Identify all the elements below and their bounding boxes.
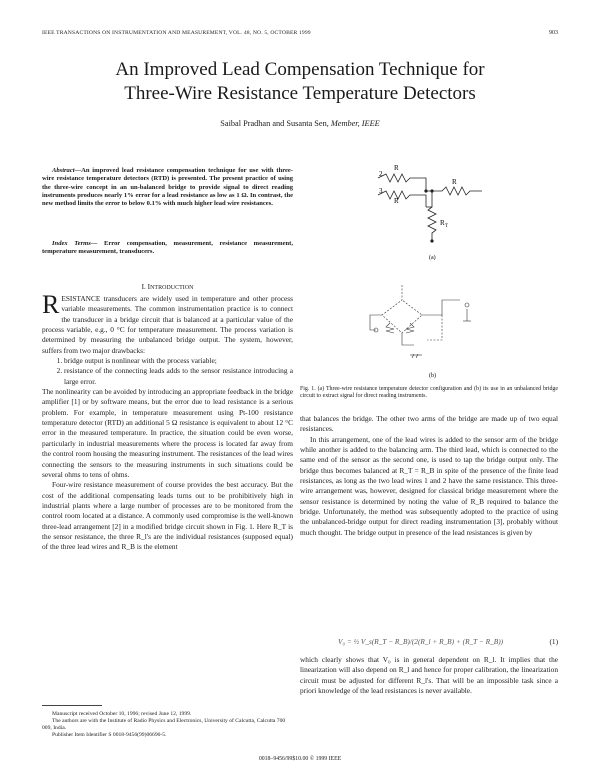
right-paragraph-3: which clearly shows that V₀ is in general dependent on R_l. It implies that the linearization will also depend on R_l and hence for proper calibration, the linearization circuit must be adjusted for different R_l's. That will be an impossible task since a priori knowledge of the lead resistances is never available.	[300, 655, 558, 696]
drop-cap: R	[42, 290, 60, 319]
footnote-line-3: Publisher Item Identifier S 0018-9456(99)06690-5.	[52, 731, 167, 738]
author-membership: Member, IEEE	[330, 119, 380, 128]
footnote-rule	[42, 705, 102, 706]
author-names: Saibal Pradhan and Susanta Sen,	[220, 119, 329, 128]
title-line-2: Three-Wire Resistance Temperature Detectors	[124, 83, 476, 104]
lead-2-label: 2	[379, 170, 383, 178]
running-head: IEEE TRANSACTIONS ON INSTRUMENTATION AND MEASUREMENT, VOL. 48, NO. 5, OCTOBER 1999	[42, 30, 311, 36]
intro-p1-text: ESISTANCE transducers are widely used in temperature and other process variable measurements. The common instrumentation practice is to connect the transducer in a bridge circuit that is balanced at a particular value of the process variable, e.g., 0 °C for temperature measurement. The process variation is determined by measuring the unbalanced bridge output. The system, however, suffers from two major drawbacks:	[42, 294, 293, 355]
figure-label-a: (a)	[429, 255, 436, 261]
intro-paragraph-3: Four-wire resistance measurement of course provides the best accuracy. But the cost of the additional compensating leads turns out to be prohibitively high in industrial plants where a large number of processes are to be monitored from the control room located at a distance. A commonly used compromise is the well-known three-lead arrangement [2] in a modified bridge circuit shown in Fig. 1. Here R_T is the sensor resistance, the three R_l's are the individual resistances (supposed equal) of the three lead wires and R_B is the element	[42, 480, 293, 552]
equation-1	[300, 637, 558, 651]
abstract	[42, 167, 293, 208]
copyright-footer: 0018–9456/99$10.00 © 1999 IEEE	[258, 756, 342, 762]
figure-label-b: (b)	[429, 373, 436, 379]
left-column	[42, 290, 293, 553]
paper-title	[0, 58, 600, 106]
r1-label-top: R	[394, 164, 399, 172]
section-heading	[42, 282, 293, 291]
r1-label-right: R	[452, 178, 457, 186]
index-terms	[42, 240, 293, 257]
index-terms-text: Error compensation, measurement, resistance measurement, temperature measurement, transducers.	[42, 240, 293, 256]
footnote	[42, 711, 293, 739]
lead-3-resistor	[378, 191, 426, 207]
figure-1	[342, 155, 522, 385]
rt-label: R	[440, 219, 445, 227]
lead-3-label: 3	[379, 187, 383, 195]
section-title-initial: I	[147, 282, 151, 291]
abstract-text: An improved lead resistance compensation technique for use with three-wire resistance temperature detectors (RTD) is presented. The present practice of using the three-wire concept in an un-balanced bridge to provide signal to direct reading instruments produces nearly 1% error for a lead resistance as low as 1 Ω. In contrast, the new method limits the error to below 0.1% with much higher lead wire resistances.	[42, 167, 293, 208]
lead-1-resistor	[426, 187, 482, 195]
figure-caption: Fig. 1. (a) Three-wire resistance temperature detector configuration and (b) its use in an unbalanced bridge circuit to extract signal for direct reading instruments.	[300, 386, 558, 400]
index-terms-label: Index Terms—	[52, 240, 98, 247]
right-column-top	[300, 414, 558, 538]
bridge-circuit	[370, 285, 471, 358]
drawback-item-1: 1. bridge output is nonlinear with the process variable;	[64, 356, 293, 366]
right-paragraph-1: that balances the bridge. The other two arms of the bridge are made up of two equal resistances.	[300, 414, 558, 434]
section-number: I.	[141, 282, 146, 291]
right-column-bottom	[300, 655, 558, 696]
title-line-1: An Improved Lead Compensation Technique for	[115, 59, 485, 80]
abstract-label: Abstract—	[52, 167, 82, 174]
figure-1-schematic	[342, 155, 522, 385]
right-paragraph-2: In this arrangement, one of the lead wires is added to the sensor arm of the bridge while another is added to the balancing arm. The third lead, which is connected to the same end of the sensor as the second one, is used to tap the bridge output only. The bridge thus becomes balanced at R_T = R_B in spite of the presence of the finite lead resistances, as long as the two lead wires 1 and 2 have the same resistance. This three-wire arrangement was, however, designed for classical bridge measurement where the sensor resistance is determined by noting the value of R_B required to balance the bridge. Unfortunately, the method was subsequently adopted to the practice of using the unbalanced-bridge output for direct reading instrumentation [3], probably without much thought. The bridge output in presence of the lead resistances is given by	[300, 434, 558, 537]
sensor-resistor	[428, 191, 436, 241]
section-title-rest: NTRODUCTION	[150, 285, 194, 291]
authors	[0, 119, 600, 128]
rt-subscript: T	[445, 224, 449, 229]
page-number: 903	[549, 30, 558, 36]
equation-number: (1)	[549, 637, 558, 646]
equation-body: V₀ = ½ V_s(R_T − R_B)/(2(R_l + R_B) + (R_T − R_B))	[338, 637, 504, 646]
r1-label-bottom: R	[394, 197, 399, 205]
lead-2-resistor	[378, 174, 426, 191]
footnote-line-1: Manuscript received October 10, 1996; revised June 12, 1999.	[52, 711, 192, 717]
intro-paragraph-1	[42, 290, 293, 356]
drawback-list	[42, 356, 293, 387]
intro-paragraph-2: The nonlinearity can be avoided by introducing an appropriate feedback in the bridge amplifier [1] or by software means, but the error due to lead resistance is a serious problem. For example, in temperature measurement using Pt-100 resistance temperature detector (RTD) an additional 5 Ω resistance is equivalent to about 12 °C error in the measured temperature. In practice, the situation could be even worse, particularly in industrial measurements where the process is located far away from the control room housing the measuring instrument. The resistances of the lead wires connecting the sensors to the measuring instruments in such situations could be several ohms to tens of ohms.	[42, 387, 293, 479]
drawback-item-2: 2. resistance of the connecting leads adds to the sensor resistance introducing a large error.	[64, 366, 293, 387]
footnote-line-2: The authors are with the Institute of Radio Physics and Electronics, University of Calcutta, Calcutta 700 009, India.	[42, 717, 286, 731]
